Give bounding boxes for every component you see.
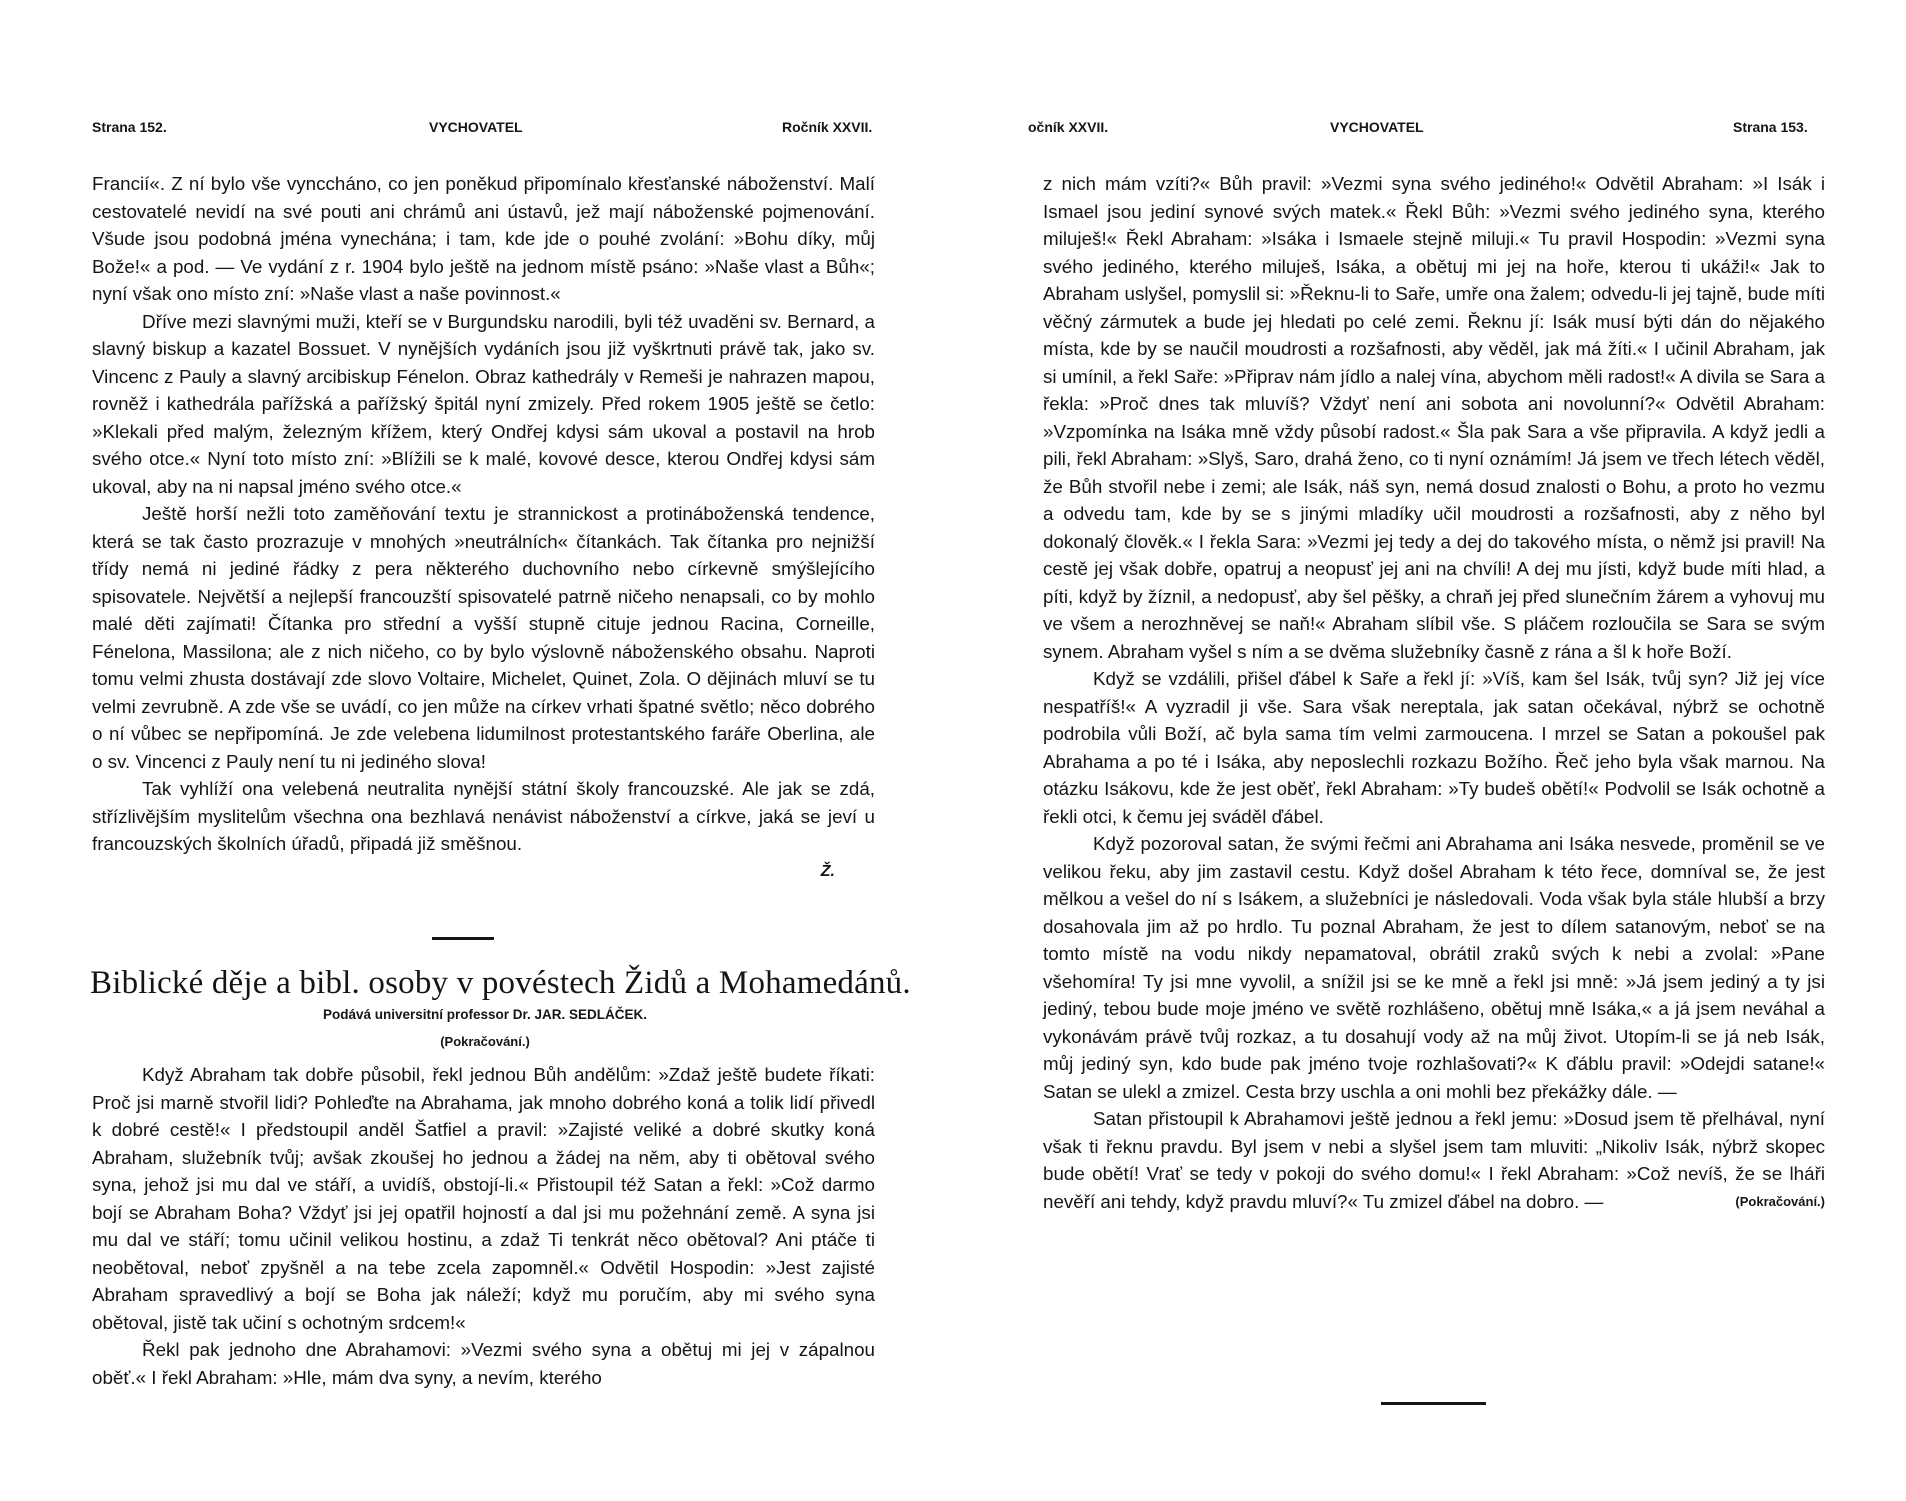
left-top-text — [92, 170, 875, 885]
page-number: Strana 153. — [1733, 119, 1808, 135]
journal-title: VYCHOVATEL — [429, 119, 523, 135]
paragraph: Když pozoroval satan, že svými řečmi ani Abrahama ani Isáka nesvede, proměnil se ve velikou řeku, aby jim zastavil cestu. Když došel Abraham k této řece, domníval se, že jest mělkou a vešel do ní s Isákem, a služebníci je následovali. Voda však byla stále hlubší a brzy dosahovala jim až po hrdlo. Tu poznal Abraham, že jest to dílem satanovým, neboť se na tomto místě na vodu nikdy nepamatoval, obrátil zraků svých k nebi a zvolal: »Pane všehomíra! Ty jsi mne vyvolil, a snížil jsi se ke mně a řekl jsi mně: »Já jsem jediný a ty jsi jediný, tebou bude moje jméno ve světě rozhlášeno, obětuj mně Isáka,« a já jsem neváhal a vykonávám právě tvůj rozkaz, a tu dosahují vody až na můj život. Utopím-li se já neb Isák, můj jediný syn, kdo bude pak jméno tvoje rozhlašovati?« K ďáblu pravil: »Odejdi satane!« Satan se ulekl a zmizel. Cesta brzy uschla a oni mohli bez překážky dále. — — [1043, 833, 1825, 1102]
article-title: Biblické děje a bibl. osoby v povéstech Židů a Mohamedánů. — [90, 965, 911, 1001]
paragraph: Tak vyhlíží ona velebená neutralita nynější státní školy francouzské. Ale jak se zdá, střízlivějším myslitelům všechna ona bezhlavá nenávist náboženství a církve, jaká se jeví u francouzských školních úřadů, připadá již směšnou. — [92, 778, 875, 854]
paragraph: Když se vzdálili, přišel ďábel k Saře a řekl jí: »Víš, kam šel Isák, tvůj syn? Již jej více nespatříš!« A vyzradil ji vše. Sara však nereptala, jak satan očekával, nýbrž se ochotně podrobila vůli Boží, ač byla sama tím velmi zarmoucena. I mrzel se Satan a pokoušel pak Abrahama a po té i Isáka, aby neposlechli rozkazu Božího. Řeč jeho byla však marnou. Na otázku Isákovu, kde že jest oběť, řekl Abraham: »Ty budeš obětí!« Podvolil se Isák ochotně a řekli otci, k čemu jej sváděl ďábel. — [1043, 668, 1825, 827]
continuation-note: (Pokračování.) — [1735, 1193, 1825, 1209]
paragraph: Ještě horší nežli toto zaměňování textu je strannickost a protináboženská tendence, která se tak často prozrazuje v mnohých »neutrálních« čítankách. Tak čítanka pro nejnižší třídy nemá ni jediné řádky z pera některého duchovního nebo církevně smýšlejícího spisovatele. Největší a nejlepší francouzští spisovatelé patrně ničeho nenapsali, co by mohlo malé děti zajímati! Čítanka pro střední a vyšší stupně cituje jednou Racina, Corneille, Fénelona, Massilona; ale z nich ničeho, co by bylo výslovně náboženského obsahu. Naproti tomu velmi zhusta dostávají zde slovo Voltaire, Michelet, Quinet, Zola. O dějinách mluví se tu velmi zevrubně. A zde vše se uvádí, co jen může na církev vrhati špatné světlo; něco dobrého o ní vůbec se nepřipomíná. Je zde velebena lidumilnost protestantského faráře Oberlina, ale o sv. Vincenci z Pauly není tu ni jediného slova! — [92, 503, 875, 772]
paragraph: Řekl pak jednoho dne Abrahamovi: »Vezmi svého syna a obětuj mi jej v zápalnou oběť.« I řekl Abraham: »Hle, mám dva syny, a nevím, kterého — [92, 1339, 875, 1388]
section-divider — [432, 937, 494, 940]
paragraph — [1043, 1105, 1825, 1215]
paragraph: z nich mám vzíti?« Bůh pravil: »Vezmi syna svého jediného!« Odvětil Abraham: »I Isák i Ismael jsou jediní synové svých matek.« Řekl Bůh: »Vezmi svého jediného syna, kterého miluješ!« Řekl Abraham: »Isáka i Ismaele stejně miluji.« Tu pravil Hospodin: »Vezmi syna svého jediného, kterého miluješ, Isáka, a obětuj mi jej na hoře, kterou ti ukáži!« Jak to Abraham uslyšel, pomyslil si: »Řeknu-li to Saře, umře ona žalem; odvedu-li jej tajně, bude míti věčný zármutek a bude jej hledati po celé zemi. Řeknu jí: Isák musí býti dán do nějakého místa, kde by se naučil moudrosti a rozšafnosti, aby věděl, jak má žíti.« I učinil Abraham, jak si umínil, a řekl Saře: »Připrav nám jídlo a nalej vína, abychom měli radost!« A divila se Sara a řekla: »Proč dnes tak mluvíš? Vždyť není ani sobota ani novolunní?« Odvětil Abraham: »Vzpomínka na Isáka mně vždy působí radost.« Šla pak Sara a vše připravila. A když jedli a pili, řekl Abraham: »Slyš, Saro, drahá ženo, co ti nyní oznámím! Já jsem ve třech létech věděl, že Bůh stvořil nebe i zemi; ale Isák, náš syn, nemá dosud znalosti o Bohu, a proto ho vezmu a odvedu tam, kde by se s jinými mladíky učil moudrosti a rozšafnosti, aby z něho byl dokonalý člověk.« I řekla Sara: »Vezmi jej tedy a dej do takového místa, o němž jsi pravil! Na cestě jej však dobře, opatruj a neopusť jej ani na chvíli! A dej mu jísti, když bude míti hlad, a píti, když by žíznil, a nedopusť, aby šel pěšky, a chraň jej před slunečním žárem a vyhovuj mu ve všem a nerozhněvej se naň!« Abraham slíbil vše. S pláčem rozloučila se Sara se svým synem. Abraham vyšel s ním a se dvěma služebníky časně z rána a šl k hoře Boží. — [1043, 173, 1825, 662]
author-signature: Ž. — [820, 862, 835, 880]
article-byline: Podává universitní professor Dr. JAR. SEDLÁČEK. — [322, 1007, 648, 1022]
continuation-label: (Pokračování.) — [440, 1034, 530, 1049]
volume-label: očník XXVII. — [1028, 119, 1109, 135]
end-divider — [1381, 1402, 1486, 1405]
right-page — [953, 0, 1906, 1501]
article-text — [92, 1061, 875, 1391]
paragraph-text: Satan přistoupil k Abrahamovi ještě jednou a řekl jemu: »Dosud jsem tě přelhával, nyní však ti řeknu pravdu. Byl jsem v nebi a slyšel jsem tam mluviti: „Nikoliv Isák, nýbrž skopec bude obětí! Vrať se tedy v pokoji do svého domu!« I řekl Abraham: »Což nevíš, že se lháři nevěří ani tehdy, když pravdu mluví?« Tu zmizel ďábel na dobro. — — [1043, 1108, 1825, 1212]
paragraph: Dříve mezi slavnými muži, kteří se v Burgundsku narodili, byli též uvaděni sv. Bernard, a slavný biskup a kazatel Bossuet. V nynějších vydáních jsou již vyškrtnuti právě tak, jako sv. Vincenc z Pauly a slavný arcibiskup Fénelon. Obraz kathedrály v Remeši je nahrazen mapou, rovněž i kathedrála pařížská a pařížský špitál nyní zmizely. Před rokem 1905 ještě se četlo: »Klekali před malým, železným křížem, který Ondřej kdysi sám ukoval a postavil na hrob svého otce.« Nyní toto místo zní: »Blížili se k malé, kovové desce, kterou Ondřej kdysi sám ukoval, aby na ni napsal jméno svého otce.« — [92, 310, 875, 497]
paragraph: Když Abraham tak dobře působil, řekl jednou Bůh andělům: »Zdaž ještě budete říkati: Proč jsi marně stvořil lidi? Pohleďte na Abrahama, jak mnoho dobrého koná a tolik lidí přivedl k dobré cestě!« I předstoupil anděl Šatfiel a pravil: »Zajisté veliké a dobré skutky koná Abraham, služebník tvůj; avšak zkoušej ho jednou a žádej na něm, aby ti obětoval svého syna, jehož jsi mu dal ve stáří, a uvidíš, obstojí-li.« Přistoupil též Satan a řekl: »Což darmo bojí se Abraham Boha? Vždyť jsi jej opatřil hojností a dal jsi mu požehnání země. A syna jsi mu dal ve stáří; tomu učinil velikou hostinu, a zdaž Ti tenkrát něco obětoval? Ani ptáče ti neobětoval, neboť zpyšněl a na tebe zcela zapomněl.« Odvětil Hospodin: »Jest zajisté Abraham spravedlivý a bojí se Boha jak náleží; když mu poručím, aby mi svého syna obětoval, jistě tak učiní s ochotným srdcem!« — [92, 1064, 875, 1333]
paragraph: Francií«. Z ní bylo vše vynccháno, co jen poněkud připomínalo křesťanské náboženství. Malí cestovatelé nevidí na své pouti ani chrámů ani ústavů, jež mají náboženské pojmenování. Všude jsou podobná jména vynechána; i tam, kde jde o pouhé zvolání: »Bohu díky, můj Bože!« a pod. — Ve vydání z r. 1904 bylo ještě na jednom místě psáno: »Naše vlast a Bůh«; nyní však ono místo zní: »Naše vlast a naše povinnost.« — [92, 173, 875, 304]
page-number: Strana 152. — [92, 119, 167, 135]
journal-title: VYCHOVATEL — [1330, 119, 1424, 135]
volume-label: Ročník XXVII. — [782, 119, 873, 135]
right-text — [1043, 170, 1825, 1215]
